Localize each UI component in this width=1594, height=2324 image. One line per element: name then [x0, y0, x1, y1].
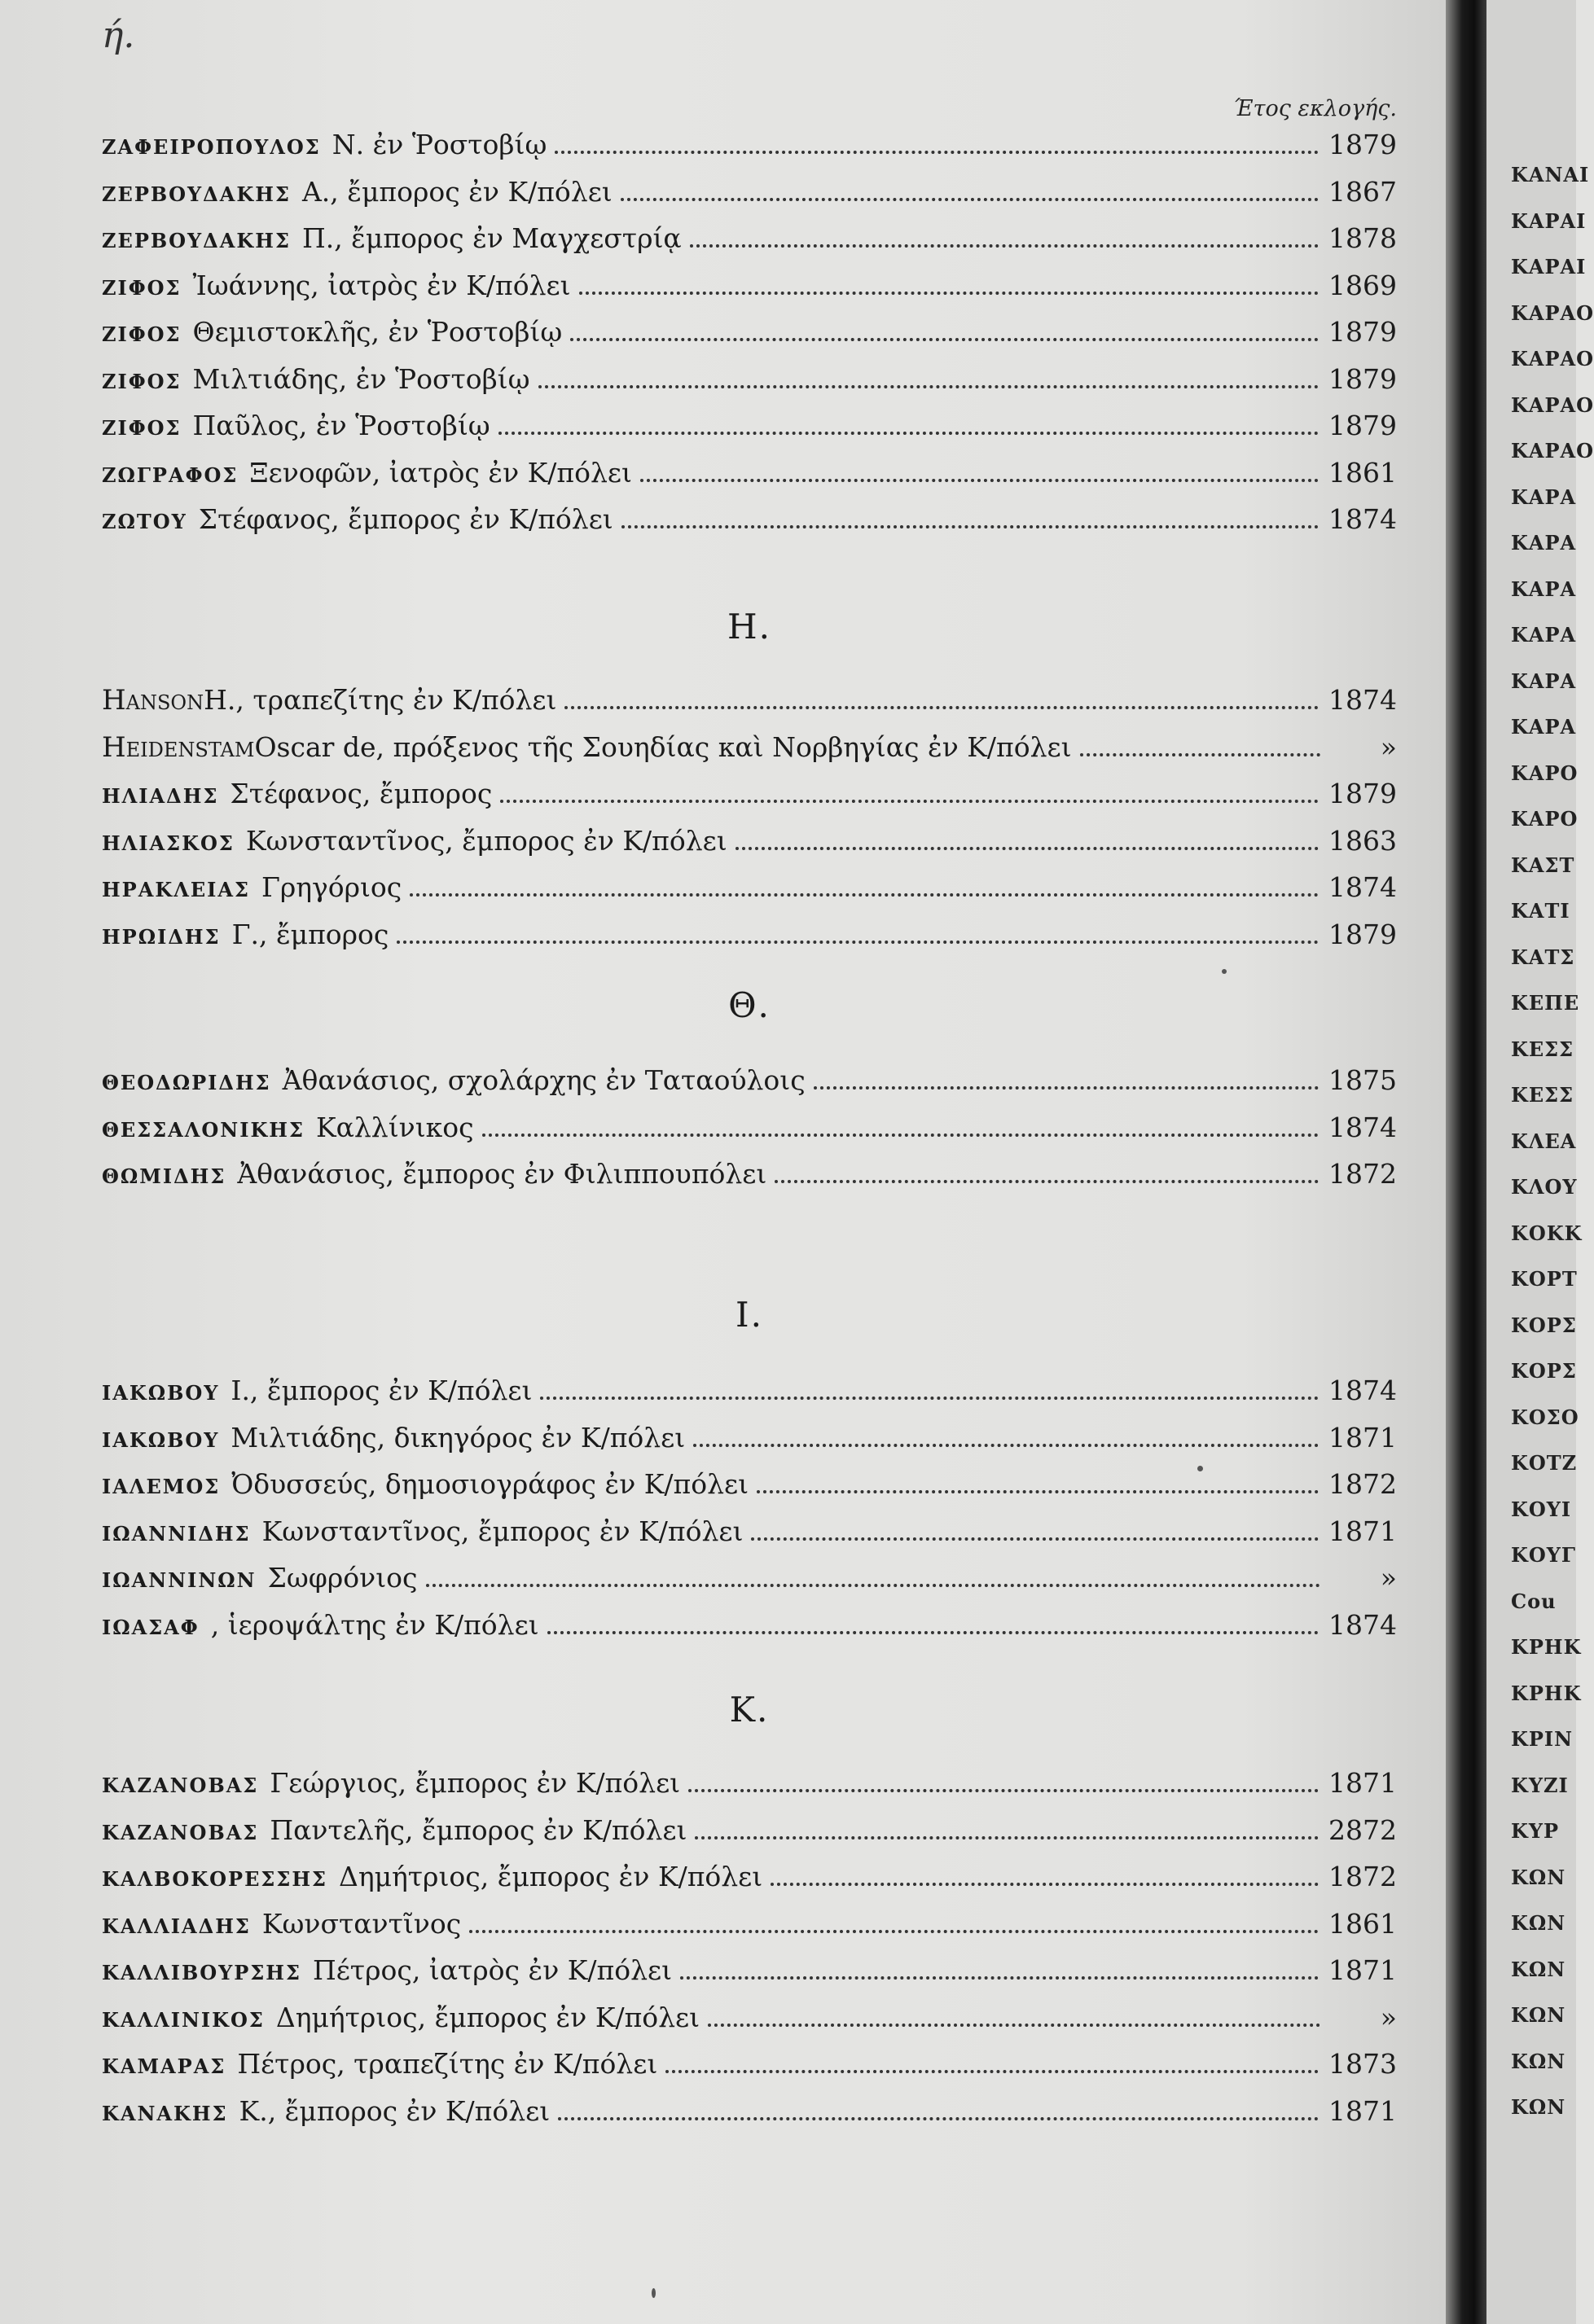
next-page-fragment: ΚΑΡΑΙ [1511, 255, 1587, 278]
entry-details: Κ., ἔμπορος ἐν Κ/πόλει [239, 2094, 551, 2127]
page-mark: ή. [102, 15, 135, 56]
entry-details: Μιλτιάδης, δικηγόρος ἐν Κ/πόλει [231, 1421, 686, 1454]
entry-surname: ΚΑΛΒΟΚΟΡΕΣΣΗΣ [102, 1867, 327, 1891]
entry-details: Ν. ἐν Ῥοστοβίῳ [332, 129, 547, 160]
entry-details: Πέτρος, ἰατρὸς ἐν Κ/πόλει [312, 1954, 673, 1986]
entry-surname: ΖΩΓΡΑΦΟΣ [102, 463, 239, 487]
next-page-fragment: ΚΑΡΑ [1511, 715, 1577, 739]
dot-leader [640, 479, 1319, 482]
paper-speck [1222, 969, 1227, 974]
entry-year: 1861 [1328, 456, 1397, 489]
entry-surname: ΗΡΩΙΔΗΣ [102, 924, 221, 949]
entry-surname: ΖΙΦΟΣ [102, 322, 182, 346]
column-heading: Έτος εκλογής. [1233, 96, 1397, 121]
next-page-fragment: ΚΩΝ [1511, 2003, 1566, 2027]
entry-surname: ΗΡΑΚΛΕΙΑΣ [102, 878, 250, 901]
next-page-fragment: ΚΩΝ [1511, 1911, 1566, 1935]
entry-year: 1874 [1328, 503, 1397, 535]
entry-year: 1871 [1328, 1515, 1397, 1547]
member-entry [102, 1908, 1397, 1945]
dot-leader [498, 432, 1319, 435]
entry-year: » [1380, 730, 1397, 763]
dot-leader [757, 1490, 1319, 1493]
dot-leader [688, 1789, 1319, 1792]
entry-details: Ὀδυσσεύς, δημοσιογράφος ἐν Κ/πόλει [231, 1468, 749, 1500]
dot-leader [751, 1537, 1319, 1541]
entry-surname: ΙΩΑΣΑΦ [102, 1615, 200, 1639]
book-gutter [1446, 0, 1486, 2324]
dot-leader [690, 244, 1319, 248]
member-entry [102, 778, 1397, 815]
entry-year: 1871 [1328, 1767, 1397, 1799]
next-page-fragment: ΚΑΡΑ [1511, 485, 1577, 509]
dot-leader [547, 1631, 1319, 1634]
dot-leader [680, 1976, 1319, 1980]
dot-leader [558, 2117, 1319, 2120]
entry-details: , ἱεροψάλτης ἐν Κ/πόλει [210, 1608, 539, 1641]
next-page-fragment: Cou [1511, 1589, 1557, 1613]
next-page-fragment: ΚΛΟΥ [1511, 1175, 1578, 1199]
entry-surname: ΚΑΖΑΝΟΒΑΣ [102, 1820, 259, 1844]
next-page-fragment: ΚΟΤΖ [1511, 1451, 1578, 1475]
member-entry [102, 1609, 1397, 1647]
entry-year: » [1380, 2001, 1397, 2033]
next-page-fragment: ΚΡΗΚ [1511, 1681, 1582, 1705]
dot-leader [814, 1086, 1319, 1090]
entry-year: 1879 [1328, 129, 1397, 160]
entry-surname: ΘΕΣΣΑΛΟΝΙΚΗΣ [102, 1117, 305, 1142]
member-entry [102, 316, 1397, 353]
entry-year: 1874 [1328, 1375, 1397, 1406]
section-heading: Η. [727, 607, 771, 647]
dot-leader [579, 292, 1319, 295]
member-entry [102, 222, 1397, 260]
entry-surname: ΚΑΝΑΚΗΣ [102, 2101, 228, 2125]
entry-surname: ΚΑΖΑΝΟΒΑΣ [102, 1774, 259, 1797]
dot-leader [1080, 753, 1320, 756]
entry-year: 1874 [1328, 1608, 1397, 1641]
member-entry [102, 1861, 1397, 1898]
entry-details: Θεμιστοκλῆς, ἐν Ῥοστοβίῳ [192, 316, 563, 348]
entry-surname: ΗΛΙΑΔΗΣ [102, 784, 219, 808]
next-page-fragment: ΚΩΝ [1511, 2049, 1566, 2073]
entry-year: 2872 [1328, 1813, 1397, 1846]
dot-leader [540, 1397, 1319, 1400]
next-page-fragment: ΚΥΖΙ [1511, 1773, 1569, 1797]
dot-leader [397, 941, 1319, 944]
member-entry [102, 270, 1397, 307]
next-page-fragment: ΚΕΠΕ [1511, 991, 1580, 1015]
entry-details: Ἰωάννης, ἰατρὸς ἐν Κ/πόλει [192, 269, 571, 301]
next-page-fragment: ΚΑΣΤ [1511, 853, 1575, 877]
next-page-fragment: ΚΟΣΟ [1511, 1405, 1579, 1429]
next-page-fragment: ΚΩΝ [1511, 1865, 1566, 1889]
entry-surname: ΗΛΙΑΣΚΟΣ [102, 831, 235, 855]
entry-year: 1878 [1328, 222, 1397, 254]
section-heading: Κ. [729, 1690, 770, 1730]
next-page-fragment: ΚΑΡΑ [1511, 531, 1577, 555]
entry-details: Παῦλος, ἐν Ῥοστοβίῳ [192, 410, 490, 441]
entry-surname: ΖΕΡΒΟΥΔΑΚΗΣ [102, 182, 291, 206]
entry-year: 1879 [1328, 316, 1397, 348]
member-entry [102, 919, 1397, 956]
next-page-fragment: ΚΑΡΑ [1511, 669, 1577, 693]
entry-details: Α., ἔμπορος ἐν Κ/πόλει [301, 175, 613, 208]
next-page-fragment: ΚΑΤΣ [1511, 945, 1575, 969]
entry-surname: ΘΕΟΔΩΡΙΔΗΣ [102, 1071, 271, 1094]
next-page-fragment: ΚΑΝΑΙ [1511, 163, 1590, 186]
entry-year: 1863 [1328, 824, 1397, 857]
entry-year: 1879 [1328, 778, 1397, 809]
dot-leader [426, 1584, 1320, 1587]
member-entry [102, 2095, 1397, 2133]
entry-surname: ΙΑΛΕΜΟΣ [102, 1475, 221, 1498]
member-entry [102, 1814, 1397, 1852]
entry-surname: Hanson [102, 684, 204, 717]
entry-details: Πέτρος, τραπεζίτης ἐν Κ/πόλει [237, 2048, 658, 2080]
next-page-fragment: ΚΑΡΑ [1511, 577, 1577, 601]
dot-leader [736, 847, 1319, 850]
entry-surname: ΚΑΛΛΙΑΔΗΣ [102, 1914, 251, 1938]
entry-year: 1879 [1328, 362, 1397, 395]
member-entry [102, 1158, 1397, 1195]
entry-year: 1871 [1328, 1954, 1397, 1986]
dot-leader [621, 198, 1319, 201]
entry-year: 1872 [1328, 1468, 1397, 1500]
entry-details: Κωνσταντῖνος, ἔμπορος ἐν Κ/πόλει [245, 824, 727, 857]
next-page-fragment: ΚΟΡΣ [1511, 1313, 1577, 1337]
entry-year: 1869 [1328, 269, 1397, 301]
entry-surname: ΖΑΦΕΙΡΟΠΟΥΛΟΣ [102, 135, 321, 159]
member-entry [102, 410, 1397, 447]
member-entry [102, 1468, 1397, 1506]
next-page-fragment: ΚΑΡΑ [1511, 623, 1577, 647]
member-entry [102, 825, 1397, 862]
entry-details: Μιλτιάδης, ἐν Ῥοστοβίῳ [192, 362, 530, 395]
next-page-fragment: ΚΟΡΤ [1511, 1267, 1578, 1291]
entry-surname: ΙΩΑΝΝΙΝΩΝ [102, 1568, 257, 1592]
next-page-fragment: ΚΑΤΙ [1511, 899, 1570, 923]
paper-speck [1197, 1466, 1203, 1471]
entry-year: 1871 [1328, 1421, 1397, 1454]
entry-surname: ΖΙΦΟΣ [102, 369, 182, 393]
next-page-fragment: ΚΑΡΑΟ [1511, 392, 1594, 417]
entry-details: Δημήτριος, ἔμπορος ἐν Κ/πόλει [338, 1861, 763, 1892]
entry-surname: ΙΑΚΩΒΟΥ [102, 1427, 220, 1452]
member-entry [102, 684, 1397, 721]
next-page-fragment: ΚΟΥΓ [1511, 1543, 1576, 1567]
member-entry [102, 1422, 1397, 1459]
dot-leader [469, 1930, 1319, 1933]
next-page-fragment: ΚΕΣΣ [1511, 1037, 1574, 1061]
entry-surname: ΚΑΛΛΙΒΟΥΡΣΗΣ [102, 1961, 301, 1984]
entry-details: Ἀθανάσιος, ἔμπορος ἐν Φιλιππουπόλει [237, 1158, 767, 1190]
entry-details: Π., ἔμπορος ἐν Μαγχεστρίᾳ [301, 222, 682, 254]
entry-surname: ΚΑΜΑΡΑΣ [102, 2054, 226, 2078]
next-page-fragment: ΚΟΥΙ [1511, 1497, 1572, 1521]
dot-leader [665, 2070, 1319, 2073]
entry-surname: ΖΕΡΒΟΥΔΑΚΗΣ [102, 229, 291, 252]
dot-leader [538, 385, 1319, 388]
entry-details: Στέφανος, ἔμπορος [230, 778, 493, 809]
dot-leader [695, 1836, 1319, 1839]
next-page-fragment: ΚΩΝ [1511, 2095, 1566, 2119]
entry-details: Στέφανος, ἔμπορος ἐν Κ/πόλει [198, 503, 613, 535]
entry-details: Παντελῆς, ἔμπορος ἐν Κ/πόλει [270, 1813, 687, 1846]
next-page-fragment: ΚΟΚΚ [1511, 1221, 1583, 1245]
member-entry [102, 1375, 1397, 1412]
entry-year: » [1380, 1562, 1397, 1594]
next-page-fragment: ΚΑΡΑΙ [1511, 208, 1587, 233]
member-entry [102, 363, 1397, 401]
entry-year: 1879 [1328, 918, 1397, 950]
member-entry [102, 1515, 1397, 1553]
next-page-fragment: ΚΛΕΑ [1511, 1129, 1577, 1153]
dot-leader [693, 1444, 1319, 1447]
entry-year: 1873 [1328, 2048, 1397, 2080]
next-page-fragment: ΚΑΡΑΟ [1511, 300, 1594, 325]
dot-leader [570, 338, 1319, 341]
member-entry [102, 1112, 1397, 1149]
next-page-fragment: ΚΡΗΚ [1511, 1635, 1582, 1659]
dot-leader [564, 706, 1319, 709]
entry-surname: ΙΩΑΝΝΙΔΗΣ [102, 1521, 251, 1546]
entry-year: 1872 [1328, 1158, 1397, 1190]
entry-year: 1879 [1328, 410, 1397, 441]
member-entry [102, 731, 1397, 769]
dot-leader [621, 525, 1319, 528]
entry-details: Κωνσταντῖνος [261, 1907, 462, 1940]
entry-details: Καλλίνικος [315, 1111, 474, 1143]
entry-surname: ΖΙΦΟΣ [102, 275, 182, 300]
entry-details: Ἀθανάσιος, σχολάρχης ἐν Ταταούλοις [282, 1064, 806, 1096]
paper-speck [652, 2288, 656, 2298]
next-page-edge [1486, 0, 1594, 2324]
entry-surname: ΘΩΜΙΔΗΣ [102, 1164, 226, 1188]
next-page-fragment: ΚΑΡΑΟ [1511, 347, 1594, 371]
entry-details: Ξενοφῶν, ἰατρὸς ἐν Κ/πόλει [249, 456, 632, 489]
entry-details: Σωφρόνιος [267, 1562, 418, 1594]
section-heading: Θ. [728, 985, 771, 1025]
entry-details: Κωνσταντῖνος, ἔμπορος ἐν Κ/πόλει [261, 1515, 744, 1547]
member-entry [102, 129, 1397, 166]
dot-leader [410, 893, 1319, 897]
entry-details: Γ., ἔμπορος [231, 918, 389, 950]
section-heading: Ι. [736, 1295, 763, 1335]
dot-leader [708, 2024, 1320, 2027]
member-entry [102, 1064, 1397, 1102]
member-entry [102, 1562, 1397, 1599]
entry-surname: ΙΑΚΩΒΟΥ [102, 1381, 220, 1405]
entry-year: 1874 [1328, 871, 1397, 903]
entry-details: Γεώργιος, ἔμπορος ἐν Κ/πόλει [270, 1767, 681, 1799]
member-entry [102, 503, 1397, 541]
entry-year: 1861 [1328, 1907, 1397, 1940]
next-page-fragment: ΚΩΝ [1511, 1957, 1566, 1981]
next-page-fragment: ΚΑΡΑΟ [1511, 439, 1594, 463]
member-entry [102, 1767, 1397, 1804]
next-page-fragment: ΚΥΡ [1511, 1819, 1560, 1843]
entry-year: 1874 [1328, 684, 1397, 716]
entry-details: H., τραπεζίτης ἐν Κ/πόλει [204, 684, 557, 716]
entry-details: Δημήτριος, ἔμπορος ἐν Κ/πόλει [275, 2001, 700, 2033]
entry-year: 1874 [1328, 1111, 1397, 1143]
dot-leader [500, 800, 1319, 803]
dot-leader [775, 1180, 1319, 1183]
next-page-fragment: ΚΕΣΣ [1511, 1083, 1574, 1107]
next-page-fragment: ΚΑΡΟ [1511, 761, 1579, 785]
member-entry [102, 457, 1397, 494]
member-entry [102, 2002, 1397, 2039]
entry-year: 1867 [1328, 175, 1397, 208]
dot-leader [771, 1883, 1319, 1886]
dot-leader [482, 1133, 1319, 1137]
entry-surname: ΚΑΛΛΙΝΙΚΟΣ [102, 2007, 265, 2032]
entry-year: 1872 [1328, 1861, 1397, 1892]
entry-surname: Heidenstam [102, 730, 255, 764]
entry-details: Ι., ἔμπορος ἐν Κ/πόλει [231, 1375, 533, 1406]
member-entry [102, 1954, 1397, 1992]
entry-details: Γρηγόριος [261, 871, 402, 903]
member-entry [102, 176, 1397, 213]
entry-details: Oscar de, πρόξενος τῆς Σουηδίας καὶ Νορβηγίας ἐν Κ/πόλει [254, 730, 1072, 763]
entry-year: 1875 [1328, 1064, 1397, 1096]
member-entry [102, 2048, 1397, 2085]
next-page-fragment: ΚΑΡΟ [1511, 807, 1579, 831]
member-entry [102, 871, 1397, 909]
entry-year: 1871 [1328, 2094, 1397, 2127]
entry-surname: ΖΙΦΟΣ [102, 416, 182, 440]
dot-leader [555, 151, 1319, 154]
next-page-fragment: ΚΡΙΝ [1511, 1727, 1574, 1751]
entry-surname: ΖΩΤΟΥ [102, 510, 187, 533]
next-page-fragment: ΚΟΡΣ [1511, 1359, 1577, 1383]
